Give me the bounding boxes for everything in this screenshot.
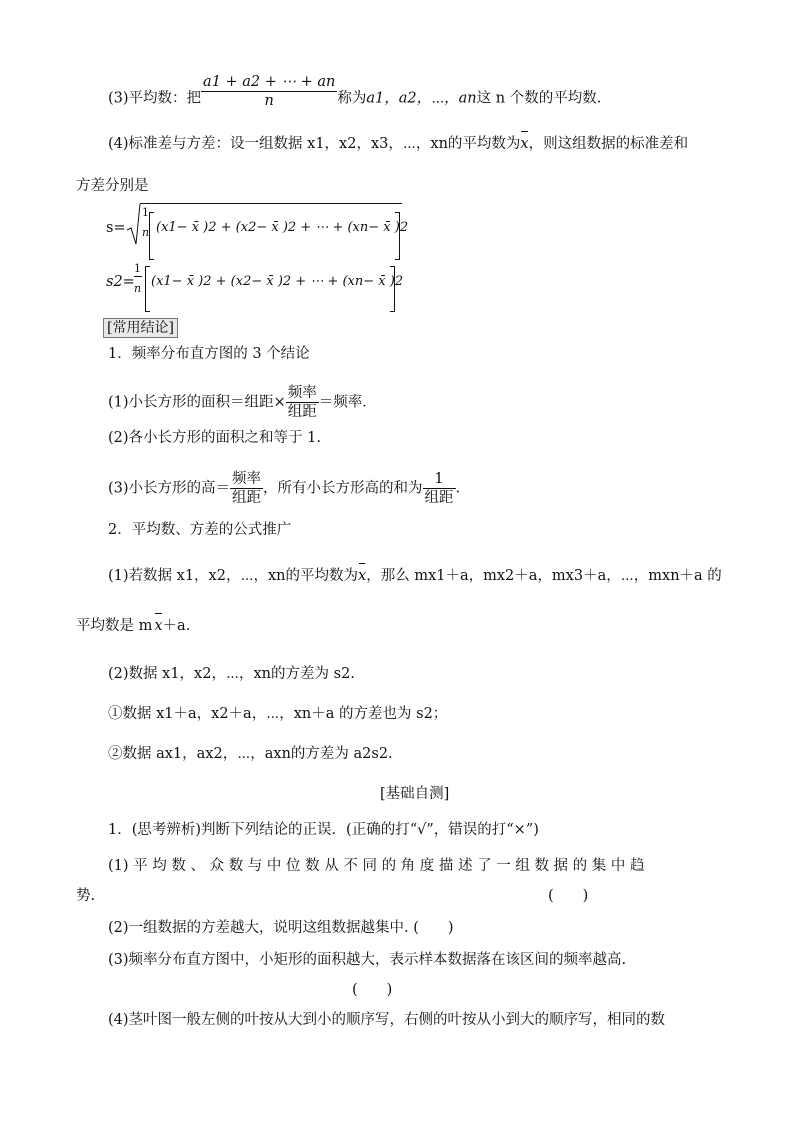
mean-suffix: 这 n 个数的平均数. (476, 90, 602, 107)
histogram-conclusions-heading: 1．频率分布直方图的 3 个结论 (108, 346, 310, 362)
s-formula-label: s= (106, 220, 126, 236)
s2-terms: (x1− x̄ )2 + (x2− x̄ )2 + ⋯ + (xn− x̄ )2 (151, 274, 404, 289)
s2-frac-line (134, 276, 142, 277)
item-1-answer-blank[interactable]: ( ) (548, 888, 589, 904)
extension-2-2: ②数据 ax1，ax2，⋯，axn的方差为 a2s2. (108, 746, 393, 762)
mean-list: a1，a2，⋯，an (366, 90, 477, 107)
extension-1-line1 (108, 566, 722, 586)
mean-mid: 称为 (337, 90, 367, 107)
conclusion-3-a: (3)小长方形的高＝ (108, 480, 231, 497)
s2-frac-n: n (134, 282, 142, 295)
formula-extension-heading: 2．平均数、方差的公式推广 (108, 522, 292, 538)
mean-fraction-denominator: n (264, 93, 274, 109)
mean-prefix: (3)平均数：把 (108, 90, 202, 107)
extension-1-b: ，那么 mx1＋a，mx2＋a，mx3＋a，⋯，mxn＋a 的 (366, 568, 722, 584)
c3-den2: 组距 (424, 490, 454, 506)
mean-symbol-xbar-3: x (154, 618, 163, 634)
s-left-bracket (149, 212, 154, 260)
conclusion-1-fraction (286, 384, 319, 421)
item-3: (3)频率分布直方图中，小矩形的面积越大，表示样本数据落在该区间的频率越高. (108, 952, 627, 968)
std-definition-line1 (108, 134, 688, 154)
conclusion-3-end: . (455, 480, 461, 497)
item-4: (4)茎叶图一般左侧的叶按从大到小的顺序写，右侧的叶按从小到大的顺序写，相同的数 (108, 1012, 666, 1028)
s2-frac-one: 1 (134, 262, 141, 275)
extension-1-line2-b: ＋a. (162, 618, 191, 634)
extension-1-line2 (76, 616, 190, 636)
s2-left-bracket (145, 266, 150, 312)
std-text-a: (4)标准差与方差：设一组数据 x1，x2，x3，⋯，xn的平均数为 (108, 136, 521, 152)
c3-num2: 1 (423, 470, 456, 489)
conclusion-3-b: ，所有小长方形高的和为 (263, 480, 423, 497)
c3-num: 频率 (232, 471, 262, 487)
c3-den: 组距 (232, 490, 262, 506)
common-conclusions-tag: [常用结论] (103, 318, 178, 338)
item-3-answer-blank[interactable]: ( ) (352, 982, 393, 998)
item-1-line2: 势. (76, 888, 96, 904)
self-test-heading: [基础自测] (380, 786, 450, 802)
s-frac-one: 1 (142, 206, 149, 219)
mean-fraction-numerator: a1 + a2 + ⋯ + an (203, 74, 336, 90)
conclusion-3 (108, 470, 460, 507)
question-1: 1．(思考辨析)判断下列结论的正误．(正确的打“√”，错误的打“×”) (108, 822, 539, 838)
std-definition-line2: 方差分别是 (76, 178, 149, 194)
sqrt-overline (140, 203, 402, 204)
c1-den: 组距 (287, 404, 317, 420)
item-2: (2)一组数据的方差越大，说明这组数据越集中. ( ) (108, 920, 454, 936)
extension-2: (2)数据 x1，x2，⋯，xn的方差为 s2. (108, 666, 355, 682)
item-1-line1: (1) 平 均 数 、 众 数 与 中 位 数 从 不 同 的 角 度 描 述 了 一 组 数 据 的 集 中 趋 (108, 858, 645, 874)
s-right-bracket (395, 212, 400, 260)
conclusion-1 (108, 384, 377, 421)
sqrt-sign (127, 202, 141, 246)
conclusion-2: (2)各小长方形的面积之和等于 1. (108, 430, 321, 446)
extension-2-1: ①数据 x1＋a，x2＋a，⋯，xn＋a 的方差也为 s2； (108, 706, 448, 722)
mean-definition (108, 74, 602, 110)
mean-symbol-xbar: x (520, 136, 529, 152)
s-terms: (x1− x̄ )2 + (x2− x̄ )2 + ⋯ + (xn− x̄ )2 (156, 220, 409, 235)
std-text-b: ，则这组数据的标准差和 (528, 136, 689, 152)
extension-1-a: (1)若数据 x1，x2，⋯，xn的平均数为 (108, 568, 359, 584)
conclusion-1-a: (1)小长方形的面积＝组距× (108, 394, 286, 411)
s2-formula-label: s2= (106, 274, 135, 290)
conclusion-3-fraction-2 (423, 470, 456, 507)
c1-num: 频率 (287, 385, 317, 401)
mean-symbol-xbar-2: x (358, 568, 367, 584)
mean-fraction (201, 73, 337, 110)
conclusion-1-b: ＝频率． (318, 394, 377, 411)
s2-right-bracket (390, 266, 395, 312)
extension-1-line2-a: 平均数是 m (76, 618, 153, 634)
s-frac-n: n (142, 226, 150, 239)
conclusion-3-fraction (230, 470, 263, 507)
